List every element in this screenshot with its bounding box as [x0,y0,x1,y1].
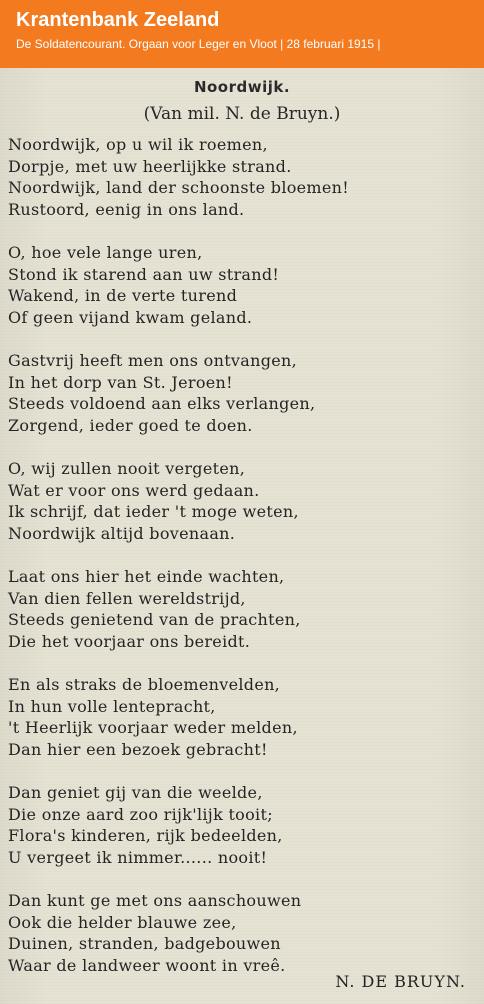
poem-line: Laat ons hier het einde wachten, [8,567,285,586]
poem-line: Zorgend, ieder goed te doen. [8,415,253,435]
stanza [8,674,478,760]
poem-line: En als straks de bloemenvelden, [8,675,281,694]
poem-line: Dan geniet gij van die weelde, [8,783,263,802]
poem-line: Duinen, stranden, badgebouwen [8,934,281,953]
poem-line: Gastvrij heeft men ons ontvangen, [8,351,298,370]
poem-line: Wat er voor ons werd gedaan. [8,480,260,500]
site-brand[interactable]: Krantenbank Zeeland [16,9,220,31]
stanza [8,242,478,328]
poem-line: U vergeet ik nimmer...... nooit! [8,847,268,867]
poem-line: Steeds voldoend aan elks verlangen, [8,394,316,413]
poem-line: Dan hier een bezoek gebracht! [8,739,268,759]
poem-line: Noordwijk altijd bovenaan. [8,523,236,543]
poem-line: Wakend, in de verte turend [8,286,238,305]
poem-body [8,134,478,998]
poem-line: Die onze aard zoo rijk'lijk tooit; [8,804,273,824]
poem-line: Ook die helder blauwe zee, [8,912,237,932]
poem-line: Flora's kinderen, rijk bedeelden, [8,826,283,845]
stanza [8,890,478,976]
poem-line: Die het voorjaar ons bereidt. [8,631,251,651]
poem-line: In hun volle lentepracht, [8,696,216,716]
stanza [8,566,478,652]
poem-line: Noordwijk, op u wil ik roemen, [8,135,268,154]
poem-line: Stond ik starend aan uw strand! [8,264,280,284]
poem-line: Steeds genietend van de prachten, [8,610,301,629]
stanza [8,134,478,220]
stanza [8,350,478,436]
poem-title: Noordwijk. [193,78,291,96]
poem-byline: (Van mil. N. de Bruyn.) [143,104,341,124]
poem-line: O, wij zullen nooit vergeten, [8,459,246,478]
newspaper-clipping [0,68,484,1004]
poem-line: O, hoe vele lange uren, [8,243,203,262]
poem-line: In het dorp van St. Jeroen! [8,372,233,392]
poem-signature: N. DE BRUYN. [335,972,466,991]
poem-line: Of geen vijand kwam geland. [8,307,253,327]
poem-line: Noordwijk, land der schoonste bloemen! [8,178,350,197]
poem-line: 't Heerlijk voorjaar weder melden, [8,718,298,737]
stanza [8,782,478,868]
poem-line: Ik schrijf, dat ieder 't moge weten, [8,502,299,521]
poem-line: Waar de landweer woont in vreê. [8,955,286,975]
stanza [8,458,478,544]
poem-line: Rustoord, eenig in ons land. [8,199,245,219]
site-header [0,0,484,68]
source-line: De Soldatencourant. Orgaan voor Leger en Vloot | 28 februari 1915 | [16,37,381,51]
poem-line: Dan kunt ge met ons aanschouwen [8,891,302,910]
poem-line: Dorpje, met uw heerlijkke strand. [8,156,292,176]
poem-line: Van dien fellen wereldstrijd, [8,588,246,608]
